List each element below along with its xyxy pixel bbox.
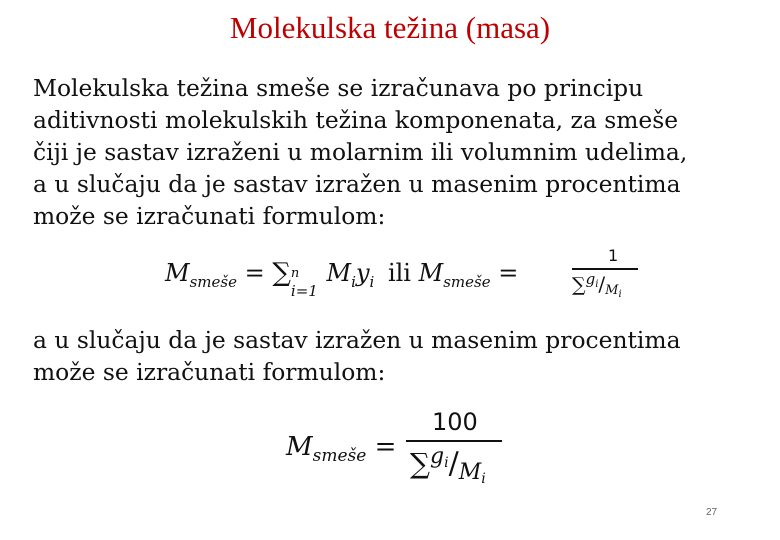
formula-subscript: i [481, 471, 486, 487]
sum-symbol: ∑ [572, 274, 586, 296]
paragraph-line: a u slučaju da je sastav izražen u masenim procentima [33, 326, 681, 354]
formula-subscript: smeše [189, 273, 237, 291]
fraction-slash: / [448, 446, 459, 481]
formula-term: y [355, 259, 370, 287]
formula-connector: ili [387, 259, 411, 287]
fraction-bar [572, 268, 638, 270]
sum-symbol: ∑ [272, 258, 291, 288]
formula-subscript: i [595, 279, 599, 290]
fraction-bar [406, 440, 502, 442]
formula-term: g [430, 444, 445, 469]
mass-paragraph [33, 324, 763, 388]
fraction-numerator: 1 [608, 246, 619, 265]
paragraph-line: aditivnosti molekulskih težina komponenata, za smeše [33, 106, 679, 134]
formula-term: M [458, 460, 482, 485]
formula-molar-left [165, 258, 519, 300]
intro-paragraph [33, 72, 763, 232]
fraction-denominator [572, 270, 622, 300]
equals-sign: = [374, 432, 397, 462]
paragraph-line: čiji je sastav izraženi u molarnim ili volumnim udelima, [33, 138, 688, 166]
page-number: 27 [706, 507, 718, 518]
paragraph-line: može se izračunati formulom: [33, 202, 386, 230]
paragraph-line: a u slučaju da je sastav izražen u masenim procentima [33, 170, 681, 198]
formula-subscript: i [369, 273, 375, 291]
equals-sign: = [498, 259, 519, 287]
fraction-numerator: 100 [432, 408, 478, 436]
formula-subscript: smeše [443, 273, 491, 291]
formula-subscript: smeše [312, 446, 367, 466]
formula-term: g [585, 270, 596, 288]
slide-title: Molekulska težina (masa) [229, 10, 551, 45]
paragraph-line: može se izračunati formulom: [33, 358, 386, 386]
formula-term: M [605, 283, 619, 298]
sum-symbol: ∑ [410, 447, 430, 480]
equals-sign: = [244, 259, 265, 287]
formula-symbol: M [165, 259, 190, 287]
fraction-slash: / [598, 272, 606, 296]
formula-mass-left [286, 432, 397, 466]
formula-subscript: i [351, 273, 356, 291]
formula-symbol: M [286, 432, 313, 462]
formula-term: M [326, 259, 352, 287]
sum-lower-limit: i=1 [290, 282, 318, 300]
fraction-denominator [410, 444, 486, 487]
formula-subscript: i [444, 455, 449, 471]
paragraph-line: Molekulska težina smeše se izračunava po principu [33, 74, 644, 102]
sum-upper-limit: n [290, 266, 300, 281]
formula-subscript: i [618, 289, 622, 300]
formula-symbol: M [418, 259, 444, 287]
